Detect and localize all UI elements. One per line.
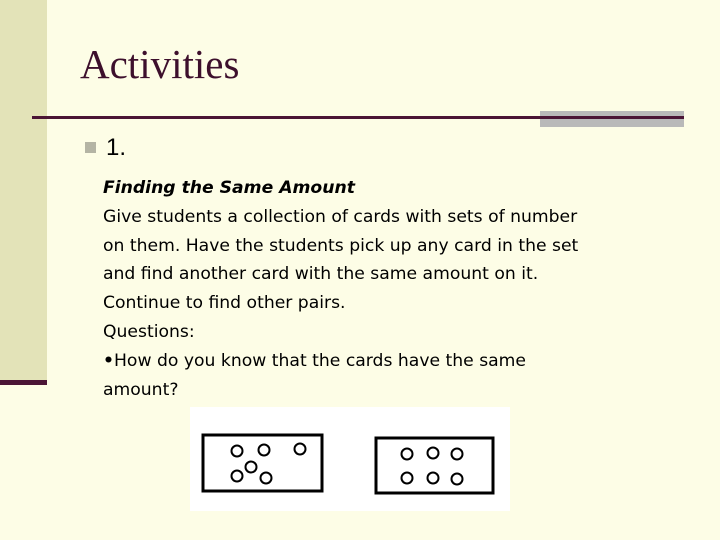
side-band-rule [0,380,47,385]
activity-body [103,174,683,404]
dot-cards-svg [190,407,510,511]
dot-card-right [376,438,493,493]
slide-title: Activities [80,41,240,87]
card-dot [402,473,413,484]
question-line [103,347,683,376]
questions-label: Questions: [103,321,195,342]
side-band [0,0,47,383]
card-dot [232,446,243,457]
dot-card-right-dots [402,448,463,485]
dot-card-left-dots [232,444,306,484]
card-dot [295,444,306,455]
square-bullet-icon [85,142,96,153]
item-number: 1. [106,134,127,161]
activity-title: Finding the Same Amount [103,178,355,198]
question-line-continued: amount? [103,379,179,400]
card-dot [452,449,463,460]
card-dot [259,445,270,456]
dot-cards-figure [190,407,510,511]
question-text: How do you know that the cards have the same [114,350,526,371]
description-line: and find another card with the same amount on it. [103,264,539,285]
description-line: Give students a collection of cards with sets of number [103,206,578,227]
card-dot [428,473,439,484]
description-line: Continue to find other pairs. [103,293,346,314]
bullet-dot-icon: • [103,350,114,371]
card-dot [261,473,272,484]
card-dot [232,471,243,482]
description-line: on them. Have the students pick up any card in the set [103,235,579,256]
card-dot [428,448,439,459]
card-dot [452,474,463,485]
card-dot [402,449,413,460]
card-dot [246,462,257,473]
title-divider-accent [540,111,684,127]
